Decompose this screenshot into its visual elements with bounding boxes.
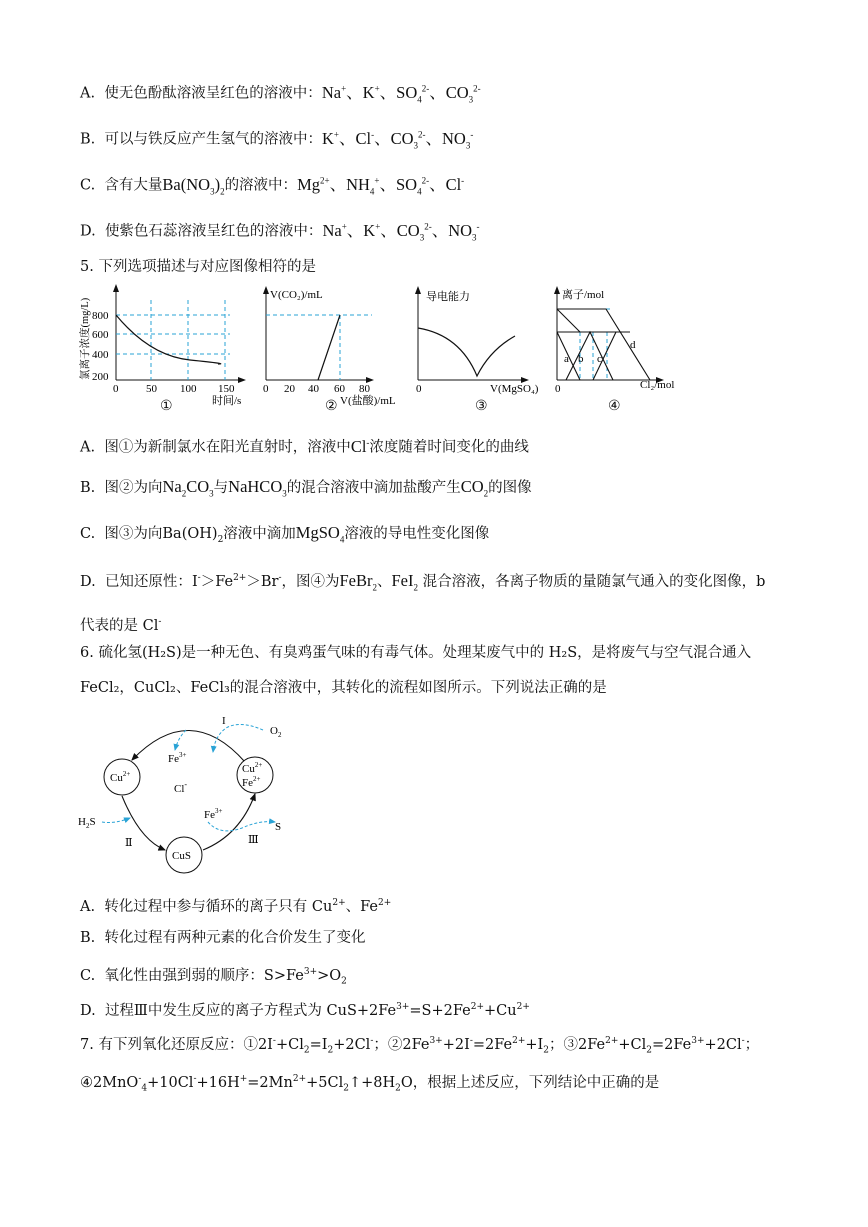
q4-option-c: C. 含有大量$Ba(NO_3)_2$的溶液中：$Mg^{2+}$、$NH_4^+$、$SO_4^{2-}$、Cl- (80, 174, 465, 196)
step-i-label: I (222, 715, 226, 727)
graph-1-xtick-100: 100 (180, 383, 197, 395)
fe3-bottom-label: $Fe^{3+}$ (204, 807, 223, 821)
graph-1-xtick-0: 0 (113, 383, 119, 395)
node-cu-fe-label-2: $Fe^{2+}$ (242, 775, 261, 789)
q6-stem-1: 6. 硫化氢(H₂S)是一种无色、有臭鸡蛋气味的有毒气体。处理某废气中的 H₂S，是将废气与空气混合通入 (80, 645, 752, 661)
graph-1 (78, 284, 246, 407)
graph-3-ylabel: 导电能力 (426, 291, 470, 303)
q5-stem: 5. 下列选项描述与对应图像相符的是 (80, 259, 316, 275)
graph-2-ylabel: V(CO₂)/mL (270, 289, 323, 301)
q6-cycle-diagram (70, 710, 310, 880)
q5-option-d: D. 已知还原性：$I^->Fe^{2+}>Br^-$，图④为FeBr$_2$、FeI$_2$ 混合溶液，各离子物质的量随氯气通入的变化图像，b (80, 570, 766, 593)
graph-1-ytick-400: 400 (92, 349, 109, 361)
graph-1-xlabel: 时间/s (212, 395, 242, 407)
graph-4-label-d: d (630, 339, 636, 351)
q6-option-b: B. 转化过程有两种元素的化合价发生了变化 (80, 930, 366, 946)
node-cus-label: CuS (172, 850, 191, 862)
graph-2-xtick-60: 60 (334, 383, 345, 395)
graph-3-origin: 0 (416, 383, 422, 395)
q7-line-1: 7. 有下列氧化还原反应：$①2I^-+Cl_2=I_2+2Cl^-$；$②2Fe^{3+}+2I^-=2Fe^{2+}+I_2$；$③2Fe^{2+}+Cl_2=2Fe^{3+}+2Cl^-$； (80, 1036, 760, 1056)
s-label: S (275, 821, 282, 833)
graph-4-origin: 0 (555, 383, 561, 395)
graph-2-xtick-40: 40 (308, 383, 319, 395)
graph-1-ytick-200: 200 (92, 371, 109, 383)
step-iii-label: Ⅲ (248, 834, 259, 846)
q5-option-b: B. 图②为向$Na_2CO_3$与NaHCO$_3$的混合溶液中滴加盐酸产生$CO_2$的图像 (80, 477, 532, 499)
graph-1-ylabel: 氯离子浓度(mg/L) (80, 297, 91, 380)
graph-2-xtick-80: 80 (359, 383, 370, 395)
q5-option-c: C. 图③为向$Ba(OH)_2$溶液中滴加MgSO$_4$溶液的导电性变化图像 (80, 523, 490, 545)
step-ii-label: Ⅱ (125, 837, 133, 849)
o2-label: $O_2$ (270, 725, 282, 739)
fe3-top-label: $Fe^{3+}$ (168, 751, 187, 765)
graph-2-xtick-0: 0 (263, 383, 269, 395)
graph-1-ytick-800: 800 (92, 310, 109, 322)
q6-option-c: C. 氧化性由强到弱的顺序：$S>Fe^{3+}>O_2$ (80, 967, 347, 987)
center-cl-label: Cl- (174, 780, 188, 795)
graph-4-xlabel: Cl₂/mol (640, 379, 675, 391)
graph-4-label-c: c (597, 353, 602, 365)
graph-2-caption: ② (325, 398, 338, 414)
graph-3-caption: ③ (475, 398, 488, 414)
graph-4-ylabel: 离子/mol (562, 289, 605, 301)
q5-option-a: A. 图①为新制氯水在阳光直射时，溶液中Cl-浓度随着时间变化的曲线 (80, 436, 529, 456)
graph-1-xtick-50: 50 (146, 383, 157, 395)
node-cu2-label: $Cu^{2+}$ (110, 770, 131, 784)
q7-line-2: $④2MnO^-_4+10Cl^-+16H^+=2Mn^{2+}+5Cl_2↑+8H_2O$，根据上述反应，下列结论中正确的是 (80, 1074, 660, 1094)
graph-1-caption: ① (160, 398, 173, 414)
q5-option-d-cont: 代表的是 Cl- (80, 617, 162, 634)
graph-2-xtick-20: 20 (284, 383, 295, 395)
graph-4-caption: ④ (608, 398, 621, 414)
graph-4 (554, 286, 674, 395)
q4-option-b: B. 可以与铁反应产生氢气的溶液中：K+、Cl-、$CO_3^{2-}$、$NO_3^-$ (80, 128, 474, 150)
q6-option-d: D. 过程Ⅲ中发生反应的离子方程式为 $CuS+2Fe^{3+}=S+2Fe^{2+}+Cu^{2+}$ (80, 1002, 530, 1019)
graph-2-xlabel: V(盐酸)/mL (340, 395, 396, 407)
q6-stem-2: FeCl₂，CuCl₂、FeCl₃的混合溶液中，其转化的流程如图所示。下列说法正确的是 (80, 680, 607, 696)
graph-4-label-a: a (564, 353, 569, 365)
graph-1-ytick-600: 600 (92, 329, 109, 341)
q6-option-a: A. 转化过程中参与循环的离子只有 $Cu^{2+}$、$Fe^{2+}$ (80, 898, 392, 915)
q4-option-a: A. 使无色酚酞溶液呈红色的溶液中：Na+、K+、$SO_4^{2-}$、$CO_3^{2-}$ (80, 82, 481, 104)
h2s-label: $H_2S$ (78, 816, 96, 830)
graph-1-xtick-150: 150 (218, 383, 235, 395)
q4-option-d: D. 使紫色石蕊溶液呈红色的溶液中：Na+、K+、$CO_3^{2-}$、$NO_3^-$ (80, 220, 480, 242)
graph-3 (415, 286, 539, 395)
graph-2 (263, 286, 396, 407)
graph-4-label-b: b (578, 353, 584, 365)
node-cu-fe-label-1: $Cu^{2+}$ (242, 761, 263, 775)
graph-3-xlabel: V(MgSO₄) (490, 383, 539, 395)
